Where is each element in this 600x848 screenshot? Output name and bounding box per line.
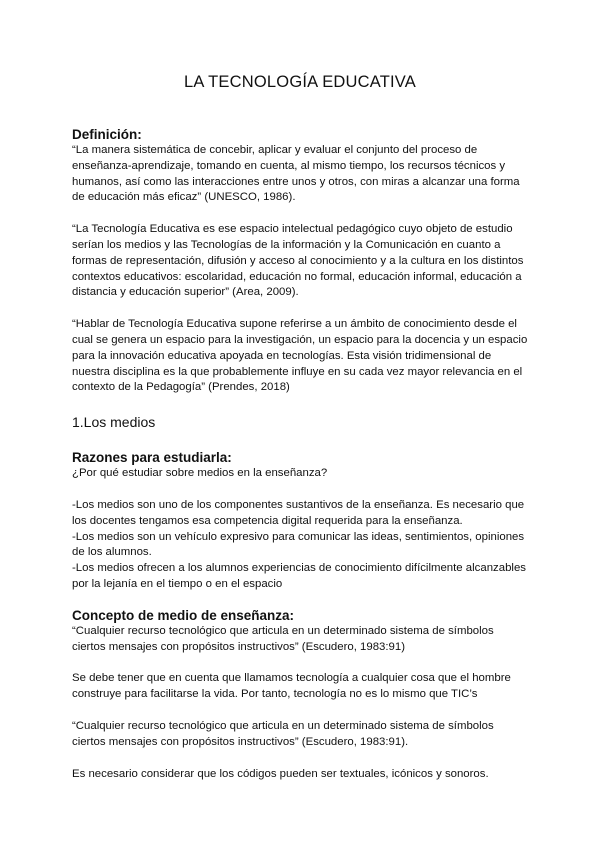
concepto-paragraph-1: Se debe tener que en cuenta que llamamos tecnología a cualquier cosa que el hombre construye para facilitarse la vida. Por tanto, tecnología no es lo mismo que TIC’s xyxy=(72,672,511,701)
definicion-quote-prendes: “Hablar de Tecnología Educativa supone referirse a un ámbito de conocimiento desde el cual se genera un espacio para la investigación, un espacio para la docencia y un espacio para la innovación educativa apoyada en tecnologías. Esta visión tridimensional de nuestra disciplina es la que probablemente influye en su cada vez mayor relevancia en el contexto de la Pedagogía” (Prendes, 2018) xyxy=(72,318,528,394)
definicion-heading: Definición: xyxy=(72,127,142,142)
razones-item-3: -Los medios ofrecen a los alumnos experiencias de conocimiento difícilmente alcanzables por la lejanía en el tiempo o en el espacio xyxy=(72,562,526,590)
definicion-quote-unesco: “La manera sistemática de concebir, aplicar y evaluar el conjunto del proceso de enseñanza-aprendizaje, tomando en cuenta, al mismo tiempo, los recursos técnicos y humanos, así como las interacciones entre unos y otros, con miras a alcanzar una forma de educación más eficaz” (UNESCO, 1986). xyxy=(72,144,520,204)
definicion-quote-area: “La Tecnología Educativa es ese espacio intelectual pedagógico cuyo objeto de estudio serían los medios y las Tecnologías de la información y la Comunicación en cuanto a formas de representación, difusión y acceso al conocimiento y a la cultura en los distintos contextos educativos: escolaridad, educación no formal, educación informal, educación a distancia y educación superior” (Area, 2009). xyxy=(72,223,524,299)
concepto-quote-2: “Cualquier recurso tecnológico que articula en un determinado sistema de símbolos ciertos mensajes con propósitos instructivos” (Escudero, 1983:91). xyxy=(72,719,494,748)
razones-question: ¿Por qué estudiar sobre medios en la enseñanza? xyxy=(72,467,328,480)
concepto-quote-1: “Cualquier recurso tecnológico que articula en un determinado sistema de símbolos ciertos mensajes con propósitos instructivos” (Escudero, 1983:91) xyxy=(72,624,494,653)
razones-item-1: -Los medios son uno de los componentes sustantivos de la enseñanza. Es necesario que los docentes tengamos esa competencia digital requerida para la enseñanza. xyxy=(72,498,525,527)
medios-heading: 1.Los medios xyxy=(72,414,156,431)
razones-item-2: -Los medios son un vehículo expresivo para comunicar las ideas, sentimientos, opiniones de los alumnos. xyxy=(72,530,525,559)
concepto-paragraph-2: Es necesario considerar que los códigos pueden ser textuales, icónicos y sonoros. xyxy=(72,767,489,780)
concepto-heading: Concepto de medio de enseñanza: xyxy=(72,607,295,623)
razones-heading: Razones para estudiarla: xyxy=(72,450,232,466)
page-title: LA TECNOLOGÍA EDUCATIVA xyxy=(184,73,416,91)
